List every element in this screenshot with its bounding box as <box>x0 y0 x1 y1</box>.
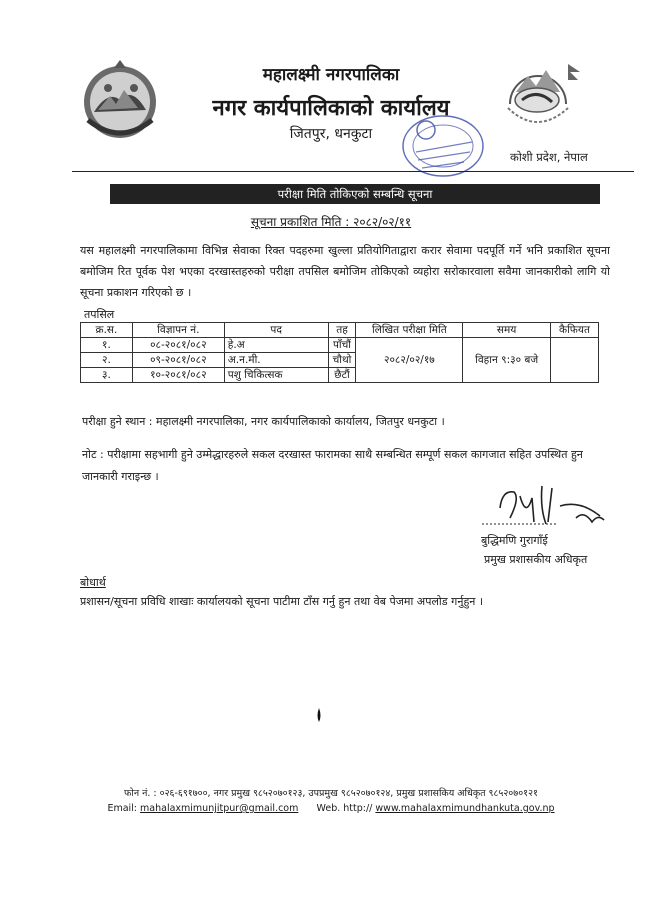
cell-sn: १. <box>81 338 133 353</box>
cell-time: विहान ९:३० बजे <box>463 338 551 383</box>
cell-level: पाँचौं <box>328 338 356 353</box>
cell-level: चौथो <box>328 353 356 368</box>
office-location: जितपुर, धनकुटा <box>289 126 373 142</box>
exam-venue: परीक्षा हुने स्थान : महालक्ष्मी नगरपालिका, नगर कार्यपालिकाको कार्यालय, जितपुर धनकुटा । <box>82 415 445 428</box>
footer-phones: फोन नं. : ०२६-६९१७००, नगर प्रमुख ९८५२०७०१२३, उपप्रमुख ९८५२०७०१२४, प्रमुख प्रशासकिय अधिकृत ९८५२०७०१२१ <box>124 788 538 799</box>
email-label: Email: <box>107 803 137 814</box>
cell-remarks <box>551 338 599 383</box>
col-header-exam-date: लिखित परीक्षा मिति <box>356 323 463 338</box>
header-divider <box>72 171 634 172</box>
schedule-label: तपसिल <box>84 308 115 321</box>
cell-ad-no: ०८-२०८१/०८२ <box>132 338 224 353</box>
web-label: Web. http:// <box>316 803 373 814</box>
cell-post: अ.न.मी. <box>224 353 328 368</box>
cell-post: पशु चिकित्सक <box>224 368 328 383</box>
office-seal-icon <box>398 112 488 180</box>
cell-post: हे.अ <box>224 338 328 353</box>
email-link[interactable]: mahalaxmimunjitpur@gmail.com <box>140 803 299 814</box>
cell-level: छैटौं <box>328 368 356 383</box>
col-header-ad-no: विज्ञापन नं. <box>132 323 224 338</box>
published-date: सूचना प्रकाशित मिति : २०८२/०२/११ <box>250 215 412 229</box>
col-header-post: पद <box>224 323 328 338</box>
col-header-remarks: कैफियत <box>551 323 599 338</box>
cell-sn: २. <box>81 353 133 368</box>
col-header-level: तह <box>328 323 356 338</box>
exam-schedule-table <box>80 322 599 383</box>
notice-body: यस महालक्ष्मी नगरपालिकामा विभिन्न सेवाका रिक्त पदहरुमा खुल्ला प्रतियोगिताद्वारा करार सेवामा पदपूर्ति गर्ने भनि प्रकाशित सूचना बमोजिम रित पूर्वक पेश भएका दरखास्तहरुको परीक्षा तपसिल बमोजिम तोकिएको व्यहोरा सरोकारवाला सवैमा जानकारीको लागि यो सूचना प्रकाशन गरिएको छ । <box>80 244 610 299</box>
cell-ad-no: १०-२०८१/०८२ <box>132 368 224 383</box>
bodharth-label: बोधार्थ <box>80 576 106 589</box>
table-header-row <box>81 323 599 338</box>
col-header-sn: क्र.स. <box>81 323 133 338</box>
cell-exam-date: २०८२/०२/१७ <box>356 338 463 383</box>
table-row <box>81 338 599 353</box>
web-link[interactable]: www.mahalaxmimundhankuta.gov.np <box>375 803 555 814</box>
notice-banner: परीक्षा मिति तोकिएको सम्बन्धि सूचना <box>110 184 600 204</box>
footer-contact <box>0 803 662 814</box>
office-name: नगर कार्यपालिकाको कार्यालय <box>212 96 450 121</box>
signatory-name: बुद्धिमणि गुरागाँई <box>481 534 548 547</box>
province-name: कोशी प्रदेश, नेपाल <box>510 150 588 164</box>
municipality-name: महालक्ष्मी नगरपालिका <box>262 65 400 85</box>
col-header-time: समय <box>463 323 551 338</box>
bodharth-text: प्रशासन/सूचना प्रविधि शाखाः कार्यालयको सूचना पाटीमा टाँस गर्नु हुन तथा वेब पेजमा अपलोड गर्नुहुन । <box>80 595 484 608</box>
signature-icon <box>480 478 610 538</box>
cell-sn: ३. <box>81 368 133 383</box>
candidate-note: नोट : परीक्षामा सहभागी हुने उम्मेद्धारहरुले सकल दरखास्त फारामका साथै सम्बन्धित सम्पूर्ण सकल कागजात सहित उपस्थित हुन जानकारी गराइन्छ । <box>82 448 583 483</box>
ink-mark-icon <box>316 708 322 722</box>
cell-ad-no: ०९-२०८१/०८२ <box>132 353 224 368</box>
signatory-title: प्रमुख प्रशासकीय अधिकृत <box>484 553 588 566</box>
